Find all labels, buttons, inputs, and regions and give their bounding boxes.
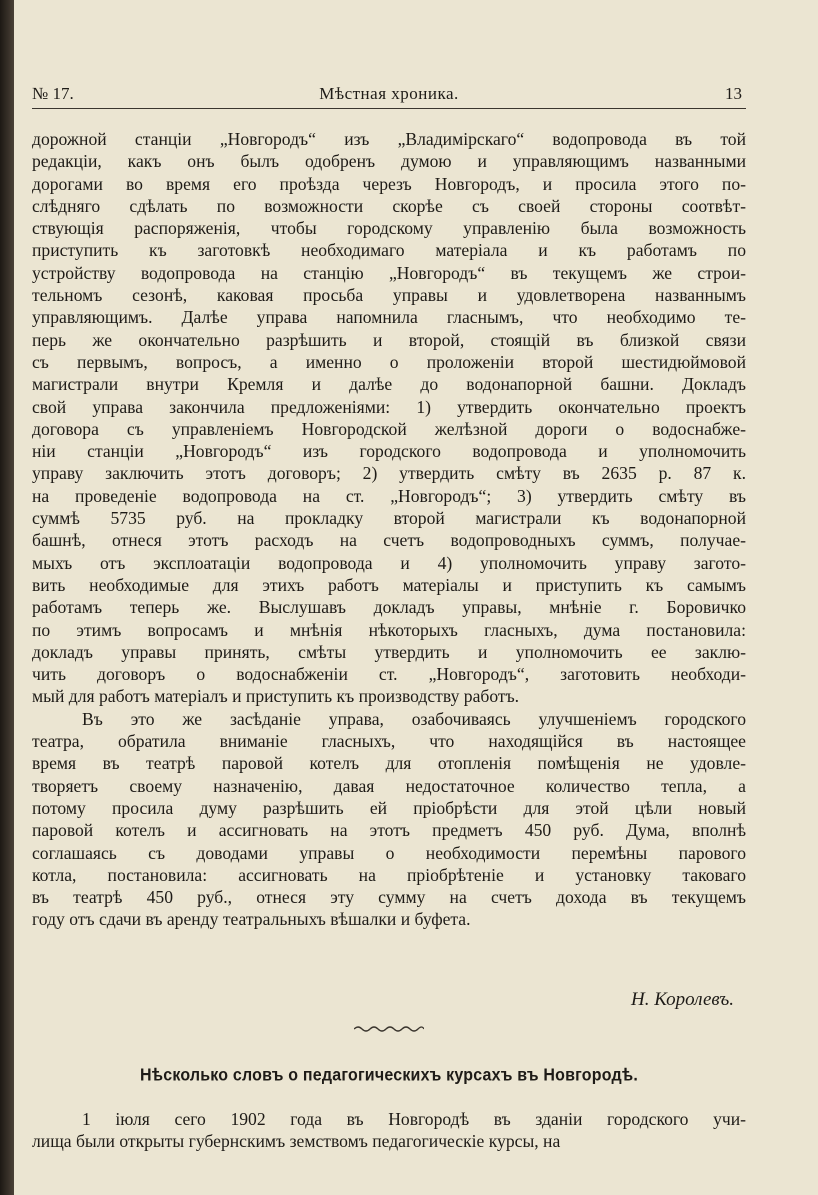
text-line: паровой котелъ и ассигновать на этотъ предметъ 450 руб. Дума, вполнѣ <box>32 820 746 841</box>
text-line: управляющимъ. Далѣе управа напомнила гласнымъ, что необходимо те- <box>32 307 746 328</box>
paragraph-2 <box>32 708 746 931</box>
text-line: приступить къ заготовкѣ необходимаго матеріала и къ работамъ по <box>32 240 746 261</box>
wavy-divider <box>354 1022 424 1036</box>
paragraph-3 <box>32 1107 746 1152</box>
scanned-page <box>14 0 818 1195</box>
text-line: устройству водопровода на станцію „Новгородъ“ въ текущемъ же строи- <box>32 262 746 283</box>
running-header <box>32 84 746 109</box>
article-text <box>32 1107 746 1152</box>
text-line: ствующія распоряженія, чтобы городскому управленію была возможность <box>32 218 746 239</box>
text-line: договора съ управленіемъ Новгородской желѣзной дороги о водоснабже- <box>32 418 746 439</box>
text-line: году отъ сдачи въ аренду театральныхъ вѣшалки и буфета. <box>32 909 471 930</box>
text-line: соглашаясь съ доводами управы о необходимости перемѣны парового <box>32 842 746 863</box>
signature: Н. Королевъ. <box>631 989 734 1010</box>
text-line: вить необходимые для этихъ работъ матеріалы и приступить къ самымъ <box>32 574 746 595</box>
text-line: мый для работъ матеріалъ и приступить къ производству работъ. <box>32 686 520 707</box>
text-line: по этимъ вопросамъ и мнѣнія нѣкоторыхъ гласныхъ, дума постановила: <box>32 619 746 640</box>
text-line: докладъ управы принять, смѣты утвердить и уполномочить ее заклю- <box>32 641 746 662</box>
text-line: творяетъ своему назначенію, давая недостаточное количество тепла, а <box>32 775 746 796</box>
text-line: время въ театрѣ паровой котелъ для отопленія помѣщенія не удовле- <box>32 753 746 774</box>
text-line: потому просила думу разрѣшить ей пріобрѣсти для этой цѣли новый <box>32 797 746 818</box>
text-line: на проведеніе водопровода на ст. „Новгородъ“; 3) утвердить смѣту въ <box>32 485 746 506</box>
text-line: 1 іюля сего 1902 года въ Новгородѣ въ зданіи городского учи- <box>82 1109 746 1129</box>
text-line: дорожной станціи „Новгородъ“ изъ „Владимірскаго“ водопровода въ той <box>32 129 746 149</box>
text-line: суммѣ 5735 руб. на прокладку второй магистрали къ водонапорной <box>32 508 746 529</box>
text-line: котла, постановила: ассигновать на пріобрѣтеніе и установку таковаго <box>32 864 746 885</box>
paragraph-1 <box>32 128 746 708</box>
text-line: слѣдняго сдѣлать по возможности скорѣе съ своей стороны соотвѣт- <box>32 195 746 216</box>
body-text <box>32 128 746 931</box>
text-line: въ театрѣ 450 руб., отнеся эту сумму на счетъ дохода въ текущемъ <box>32 887 746 908</box>
text-line: свой управа закончила предложеніями: 1) утвердить окончательно проектъ <box>32 396 746 417</box>
text-line: съ первымъ, вопросъ, а именно о проложеніи второй шестидюймовой <box>32 351 746 372</box>
section-heading: Мѣстная хроника. <box>319 84 459 103</box>
book-spine <box>0 0 14 1195</box>
text-line: лища были открыты губернскимъ земствомъ педагогическіе курсы, на <box>32 1131 561 1152</box>
text-line: чить договоръ о водоснабженіи ст. „Новгородъ“, заготовить необходи- <box>32 664 746 685</box>
text-line: редакціи, какъ онъ былъ одобренъ думою и управляющимъ названными <box>32 151 746 172</box>
text-line: Въ это же засѣданіе управа, озабочиваясь улучшеніемъ городского <box>82 708 746 729</box>
text-line: мыхъ отъ эксплоатаціи водопровода и 4) уполномочить управу загото- <box>32 552 746 573</box>
text-line: башнѣ, отнеся этотъ расходъ на счетъ водопроводныхъ суммъ, получае- <box>32 530 746 551</box>
page-number: 13 <box>725 84 742 103</box>
text-line: работамъ теперь же. Выслушавъ докладъ управы, мнѣніе г. Боровичко <box>32 597 746 618</box>
text-line: магистрали внутри Кремля и далѣе до водонапорной башни. Докладъ <box>32 374 746 395</box>
text-line: ніи станціи „Новгородъ“ изъ городского водопровода и уполномочить <box>32 441 746 462</box>
text-line: управу заключить этотъ договоръ; 2) утвердить смѣту въ 2635 р. 87 к. <box>32 463 746 484</box>
text-line: дорогами во время его проѣзда черезъ Новгородъ, и просила этого по- <box>32 173 746 194</box>
text-line: тельномъ сезонѣ, каковая просьба управы и удовлетворена названнымъ <box>32 285 746 306</box>
text-line: перь же окончательно разрѣшить и второй, стоящій въ близкой связи <box>32 329 746 350</box>
issue-number: № 17. <box>32 84 74 103</box>
article-title: Нѣсколько словъ о педагогическихъ курсахъ въ Новгородѣ. <box>140 1065 638 1085</box>
text-line: театра, обратила вниманіе гласныхъ, что находящійся въ настоящее <box>32 731 746 752</box>
